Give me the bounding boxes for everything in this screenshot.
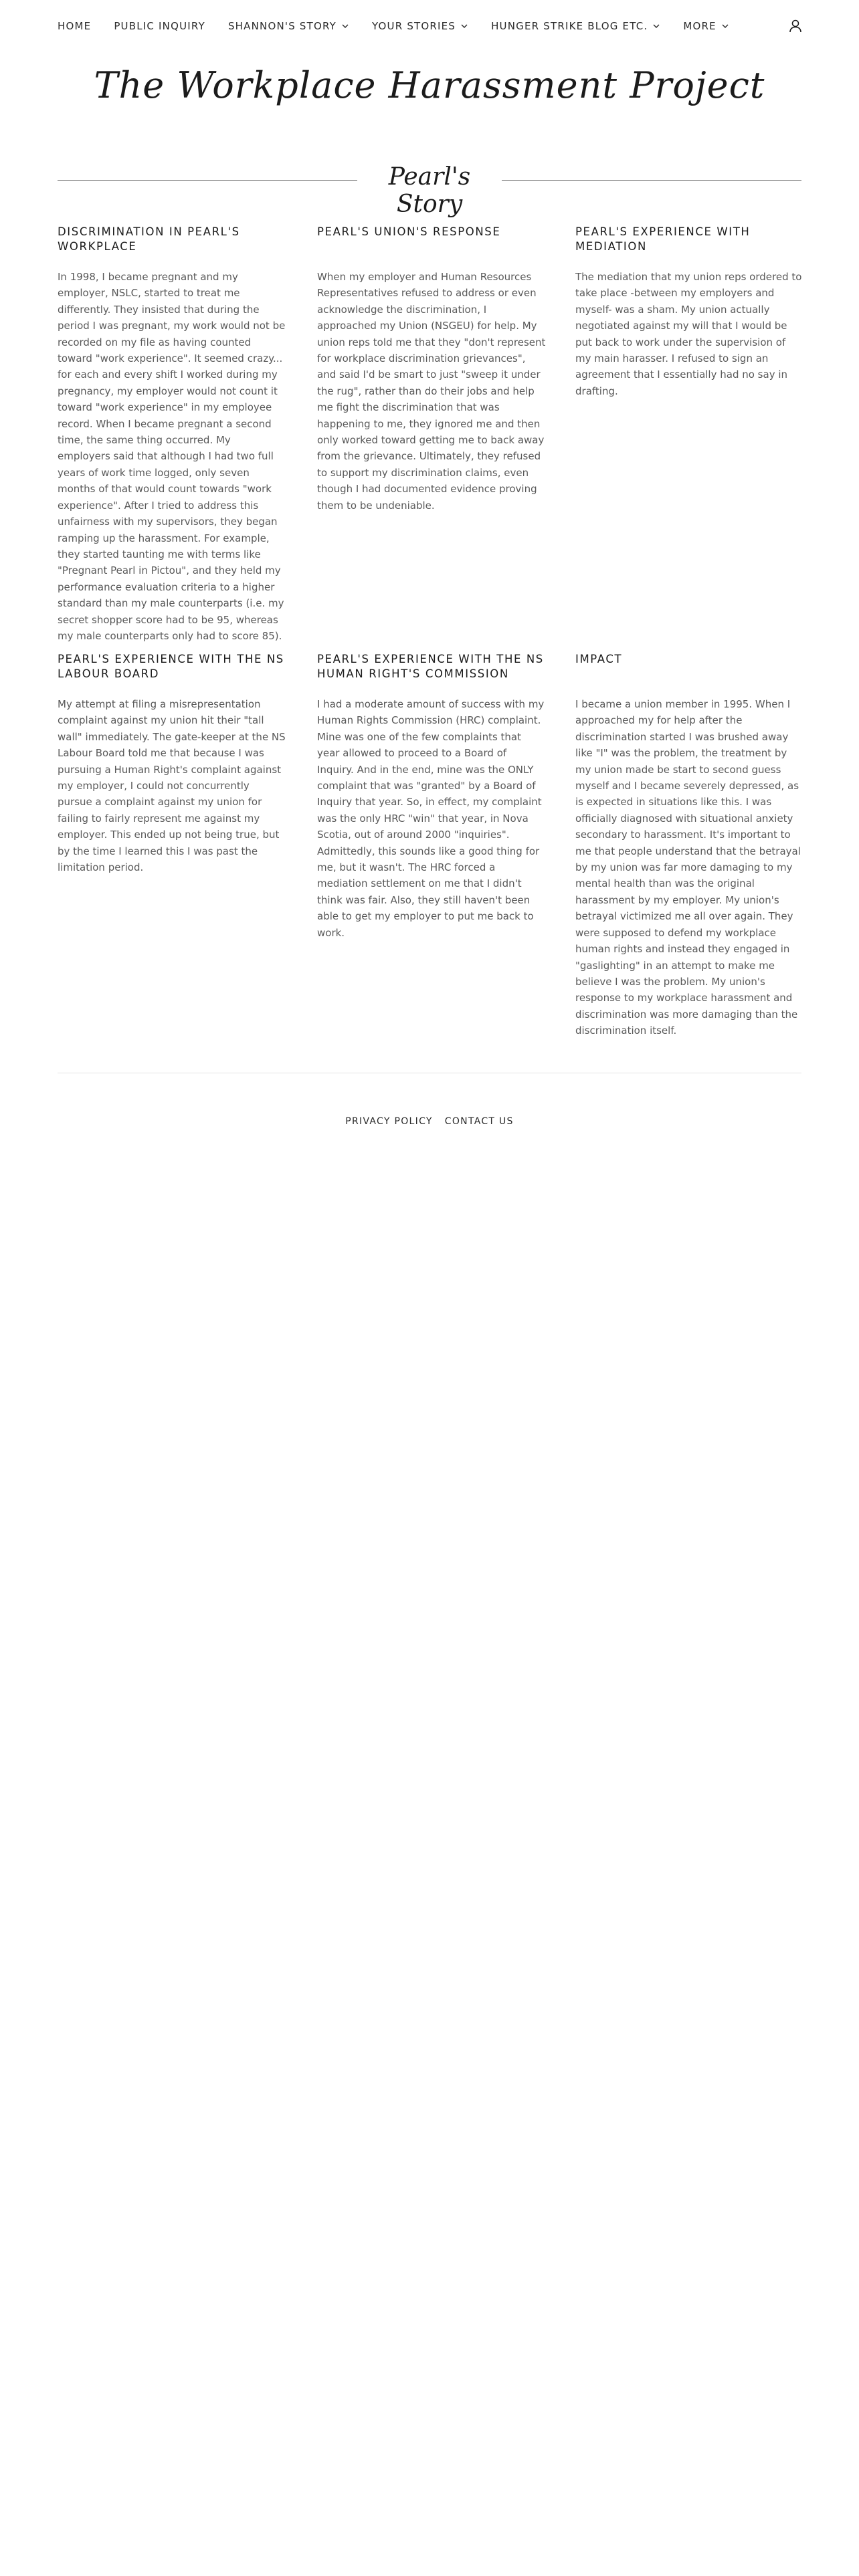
content-block-impact (575, 652, 804, 1039)
nav-menu (58, 20, 752, 32)
nav-item-more[interactable] (683, 20, 729, 32)
nav-item-shannons-story[interactable] (228, 20, 349, 32)
content-block-union-response (317, 225, 546, 514)
nav-item-label: SHANNON'S STORY (227, 20, 337, 32)
nav-item-label: PUBLIC INQUIRY (114, 20, 205, 32)
nav-item-home[interactable] (58, 20, 91, 32)
block-heading: PEARL'S EXPERIENCE WITH THE NS HUMAN RIGHT'S COMMISSION (317, 653, 544, 680)
block-heading: DISCRIMINATION IN PEARL'S WORKPLACE (58, 225, 240, 253)
privacy-policy-link[interactable]: PRIVACY POLICY (345, 1116, 433, 1127)
contact-us-link[interactable]: CONTACT US (444, 1116, 514, 1127)
chevron-down-icon (341, 22, 349, 30)
nav-item-hunger-strike-blog[interactable] (491, 20, 660, 32)
chevron-down-icon (460, 22, 468, 30)
user-icon[interactable] (788, 19, 803, 33)
block-body: When my employer and Human Resources Representatives refused to address or even acknowledge the discrimination, I approached my Union (NSGEU) for help. My union reps told me that they "don't represent for workplace discrimination grievances", and said I'd be smart to just "sweep it under the rug", rather than do their jobs and help me fight the discrimination that was happening to me, they ignored me and then only worked toward getting me to back away from the grievance. Ultimately, they refused to support my discrimination claims, even though I had documented evidence proving them to be undeniable. (317, 271, 546, 512)
heading-divider-left (58, 180, 357, 181)
page-title: Pearl's Story (388, 163, 471, 218)
block-body: The mediation that my union reps ordered to take place -between my employers and myself- was a sham. My union actually negotiated against my will that I would be put back to work under the supervision of my main harasser. I refused to sign an agreement that I essentially had no say in drafting. (575, 271, 802, 397)
nav-item-label: MORE (683, 20, 717, 32)
content-block-human-rights-commission (317, 652, 546, 941)
content-block-discrimination (58, 225, 286, 644)
chevron-down-icon (721, 22, 729, 30)
block-body: My attempt at filing a misrepresentation complaint against my union hit their "tall wall" immediately. The gate-keeper at the NS Labour Board told me that because I was pursuing a Human Right's complaint against my employer, I could not concurrently pursue a complaint against my union for failing to fairly represent me against my employer. This ended up not being true, but by the time I learned this I was past the limitation period. (58, 698, 286, 874)
nav-item-label: HOME (58, 20, 92, 32)
nav-item-your-stories[interactable] (372, 20, 468, 32)
block-body: I had a moderate amount of success with my Human Rights Commission (HRC) complaint. Mine was one of the few complaints that year allowed to proceed to a Board of Inquiry. And in the end, mine was the ONLY complaint that was "granted" by a Board of Inquiry that year. So, in effect, my complaint was the only HRC "win" that year, in Nova Scotia, out of around 2000 "inquiries". Admittedly, this sounds like a good thing for me, but it wasn't. The HRC forced a mediation settlement on me that I didn't think was fair. Also, they still haven't been able to get my employer to put me back to work. (317, 698, 545, 939)
content-block-mediation (575, 225, 804, 399)
section-heading (58, 163, 801, 218)
chevron-down-icon (652, 22, 660, 30)
content-block-labour-board (58, 652, 286, 875)
nav-item-label: HUNGER STRIKE BLOG ETC. (491, 20, 648, 32)
nav-item-label: YOUR STORIES (372, 20, 456, 32)
block-heading: PEARL'S EXPERIENCE WITH MEDIATION (575, 225, 751, 253)
block-body: I became a union member in 1995. When I approached my for help after the discrimination started I was brushed away like "I" was the problem, the treatment by my union made be start to second guess myself and I became severely depressed, as is expected in situations like this. I was officially diagnosed with situational anxiety secondary to harassment. It's important to me that people understand that the betrayal by my union was far more damaging to my mental health than was the original harassment by my employer. My union's betrayal victimized me all over again. They were supposed to defend my workplace human rights and instead they engaged in "gaslighting" in an attempt to make me believe I was the problem. My union's response to my workplace harassment and discrimination was more damaging than the discrimination itself. (575, 698, 801, 1037)
block-heading: IMPACT (575, 653, 623, 665)
footer-links (0, 1116, 859, 1127)
site-title[interactable]: The Workplace Harassment Project (94, 64, 765, 106)
block-body: In 1998, I became pregnant and my employer, NSLC, started to treat me differently. They insisted that during the period I was pregnant, my work would not be recorded on my file as having counted toward "work experience". It seemed crazy... for each and every shift I worked during my pregnancy, my employer would not count it toward "work experience" in my employee record. When I became pregnant a second time, the same thing occurred. My employers said that although I had two full years of work time logged, only seven months of that would count towards "work experience". After I tried to address this unfairness with my supervisors, they began ramping up the harassment. For example, they started taunting me with terms like "Pregnant Pearl in Pictou", and they held my performance evaluation criteria to a higher standard than my male counterparts (i.e. my secret shopper score had to be 95, whereas my male counterparts only had to score 85). (58, 271, 286, 642)
top-navigation (0, 0, 859, 53)
block-heading: PEARL'S UNION'S RESPONSE (317, 225, 501, 238)
block-heading: PEARL'S EXPERIENCE WITH THE NS LABOUR BOARD (58, 653, 284, 680)
nav-item-public-inquiry[interactable] (114, 20, 205, 32)
heading-divider-right (502, 180, 801, 181)
